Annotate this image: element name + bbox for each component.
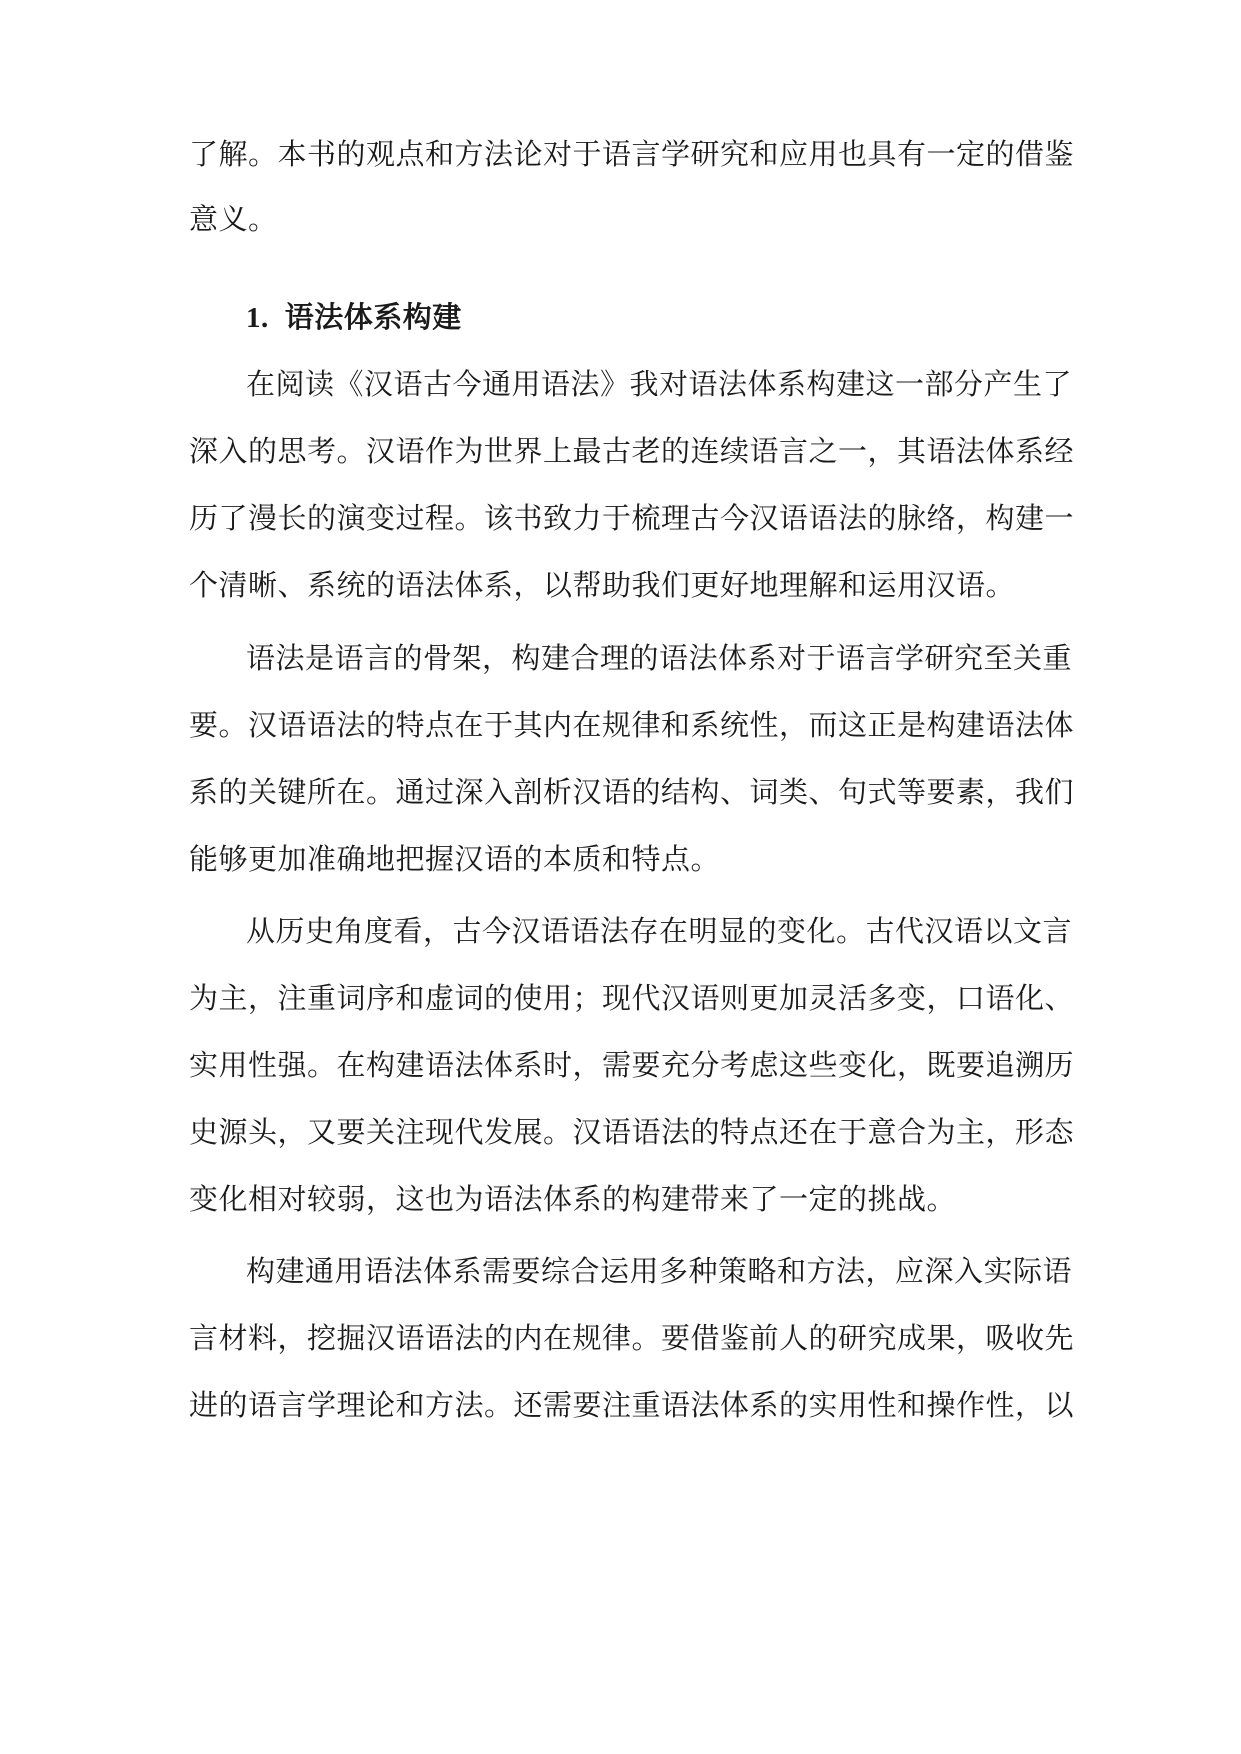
- paragraph-line: 要。汉语语法的特点在于其内在规律和系统性，而这正是构建语法体: [189, 708, 1075, 742]
- intro-line: 意义。: [189, 202, 278, 236]
- section-heading: [246, 299, 462, 336]
- paragraph-line: 在阅读《汉语古今通用语法》我对语法体系构建这一部分产生了: [246, 367, 1073, 401]
- paragraph-line: 个清晰、系统的语法体系，以帮助我们更好地理解和运用汉语。: [189, 568, 1016, 602]
- paragraph-line: 系的关键所在。通过深入剖析汉语的结构、词类、句式等要素，我们: [189, 775, 1075, 809]
- intro-line: 了解。本书的观点和方法论对于语言学研究和应用也具有一定的借鉴: [189, 137, 1075, 171]
- paragraph-line: 从历史角度看，古今汉语语法存在明显的变化。古代汉语以文言: [246, 914, 1073, 948]
- paragraph-line: 语法是语言的骨架，构建合理的语法体系对于语言学研究至关重: [246, 641, 1073, 675]
- paragraph-line: 深入的思考。汉语作为世界上最古老的连续语言之一，其语法体系经: [189, 434, 1075, 468]
- section-title: 语法体系构建: [284, 300, 462, 334]
- paragraph-line: 能够更加准确地把握汉语的本质和特点。: [189, 842, 721, 876]
- paragraph-line: 为主，注重词序和虚词的使用；现代汉语则更加灵活多变，口语化、: [189, 981, 1075, 1015]
- section-number: 1.: [246, 302, 269, 334]
- paragraph-line: 实用性强。在构建语法体系时，需要充分考虑这些变化，既要追溯历: [189, 1048, 1075, 1082]
- paragraph-line: 构建通用语法体系需要综合运用多种策略和方法，应深入实际语: [246, 1254, 1073, 1288]
- paragraph-line: 进的语言学理论和方法。还需要注重语法体系的实用性和操作性，以: [189, 1388, 1075, 1422]
- paragraph-line: 变化相对较弱，这也为语法体系的构建带来了一定的挑战。: [189, 1182, 957, 1216]
- paragraph-line: 史源头，又要关注现代发展。汉语语法的特点还在于意合为主，形态: [189, 1115, 1075, 1149]
- paragraph-line: 言材料，挖掘汉语语法的内在规律。要借鉴前人的研究成果，吸收先: [189, 1321, 1075, 1355]
- paragraph-line: 历了漫长的演变过程。该书致力于梳理古今汉语语法的脉络，构建一: [189, 501, 1075, 535]
